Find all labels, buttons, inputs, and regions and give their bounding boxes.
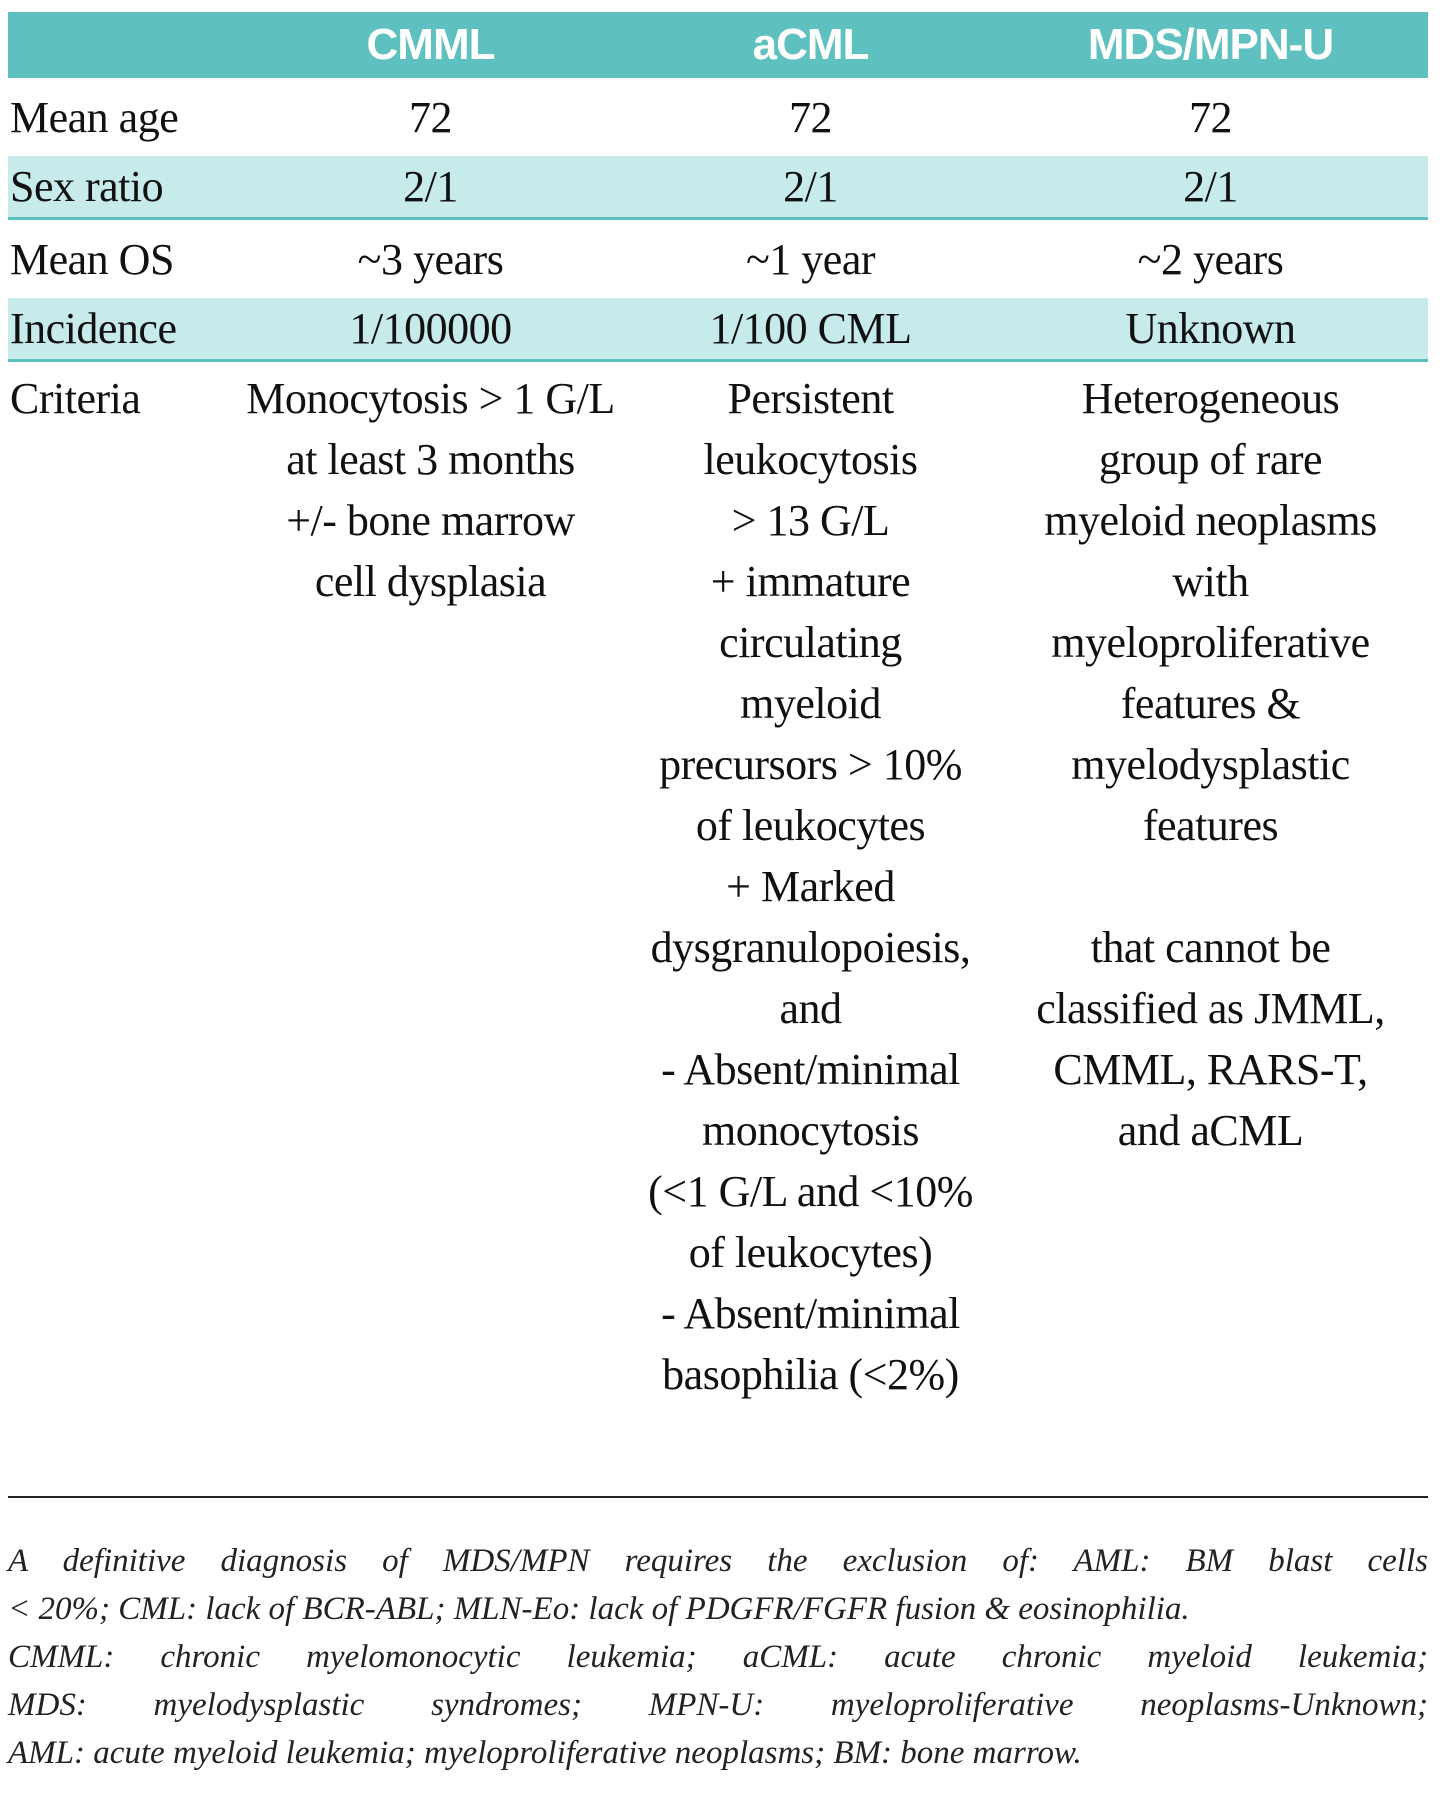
cell-mds-mpn-u: ~2 years: [1137, 234, 1284, 284]
header-cell-mds-mpn-u: MDS/MPN-U: [993, 12, 1428, 78]
cell-acml: 1/100 CML: [628, 298, 993, 361]
cell-acml: [628, 361, 993, 1406]
row-label: Mean age: [10, 92, 179, 142]
criteria-line: circulating: [719, 618, 902, 667]
criteria-line: of leukocytes: [695, 801, 926, 850]
header-cell-acml: aCML: [628, 12, 993, 78]
criteria-line: myelodysplastic: [1071, 740, 1350, 789]
cell-mds-mpn-u: 2/1: [993, 156, 1428, 219]
footnote-line: A definitive diagnosis of MDS/MPN requires the exclusion of: AML: BM blast cells: [8, 1543, 1428, 1579]
criteria-line: + Marked: [726, 862, 895, 911]
table-row-mean-age: [8, 78, 1428, 156]
criteria-line: myeloid: [740, 679, 881, 728]
table-page: [8, 12, 1428, 1771]
criteria-line: that cannot be: [1090, 923, 1331, 972]
criteria-line: basophilia (<2%): [662, 1350, 959, 1399]
row-label: Criteria: [10, 374, 141, 423]
cell-acml: 72: [789, 92, 832, 142]
footnote-line: MDS: myelodysplastic syndromes; MPN-U: myeloproliferative neoplasms-Unknown;: [8, 1687, 1428, 1723]
row-label: Incidence: [8, 298, 233, 361]
cell-mds-mpn-u: Unknown: [993, 298, 1428, 361]
row-label: Sex ratio: [8, 156, 233, 219]
criteria-line: leukocytosis: [703, 435, 918, 484]
criteria-line: with: [1172, 557, 1249, 606]
header-row: [8, 12, 1428, 78]
criteria-line: features: [1142, 801, 1279, 850]
cell-cmml: [233, 361, 628, 1406]
criteria-line: group of rare: [1098, 435, 1323, 484]
mds-mpn-comparison-table: [8, 12, 1428, 1405]
criteria-line: of leukocytes): [688, 1228, 933, 1277]
table-footnote: [8, 1537, 1428, 1777]
header-cell-empty: [8, 12, 233, 78]
footnote-line: < 20%; CML: lack of BCR-ABL; MLN-Eo: lack of PDGFR/FGFR fusion & eosinophilia.: [8, 1591, 1190, 1627]
table-row-criteria: [8, 361, 1428, 1406]
footnote-line: AML: acute myeloid leukemia; myeloproliferative neoplasms; BM: bone marrow.: [8, 1735, 1082, 1771]
header-cell-cmml: CMML: [233, 12, 628, 78]
criteria-line: CMML, RARS-T,: [1053, 1045, 1368, 1094]
row-label: Mean OS: [10, 234, 174, 284]
criteria-line: > 13 G/L: [731, 496, 890, 545]
footnote-divider: [8, 1496, 1428, 1498]
cell-cmml: 1/100000: [233, 298, 628, 361]
cell-acml: ~1 year: [745, 234, 875, 284]
cell-mds-mpn-u: 72: [1189, 92, 1232, 142]
criteria-line: Monocytosis > 1 G/L: [246, 374, 615, 423]
table-row-sex-ratio: [8, 156, 1428, 219]
criteria-line: at least 3 months: [286, 435, 575, 484]
cell-cmml: ~3 years: [357, 234, 504, 284]
criteria-line: dysgranulopoiesis,: [650, 923, 971, 972]
criteria-line: cell dysplasia: [314, 557, 547, 606]
criteria-line: (<1 G/L and <10%: [648, 1167, 973, 1216]
criteria-line: precursors > 10%: [659, 740, 962, 789]
cell-cmml: 2/1: [233, 156, 628, 219]
criteria-line: myeloproliferative: [1051, 618, 1370, 667]
criteria-line: monocytosis: [702, 1106, 919, 1155]
criteria-line: - Absent/minimal: [661, 1045, 960, 1094]
criteria-line: Heterogeneous: [1081, 374, 1340, 423]
criteria-line: Persistent: [727, 374, 894, 423]
cell-mds-mpn-u: [993, 361, 1428, 1406]
criteria-line: + immature: [710, 557, 911, 606]
criteria-line: and: [779, 984, 842, 1033]
cell-cmml: 72: [409, 92, 452, 142]
criteria-line: features &: [1120, 679, 1301, 728]
table-row-mean-os: [8, 219, 1428, 299]
footnote-line: CMML: chronic myelomonocytic leukemia; aCML: acute chronic myeloid leukemia;: [8, 1639, 1428, 1675]
criteria-line: classified as JMML,: [1036, 984, 1385, 1033]
criteria-line: myeloid neoplasms: [1044, 496, 1377, 545]
criteria-line: - Absent/minimal: [661, 1289, 960, 1338]
cell-acml: 2/1: [628, 156, 993, 219]
criteria-line: and aCML: [1117, 1106, 1304, 1155]
table-row-incidence: [8, 298, 1428, 361]
paragraph-spacer: [993, 856, 1428, 917]
criteria-line: +/- bone marrow: [286, 496, 575, 545]
